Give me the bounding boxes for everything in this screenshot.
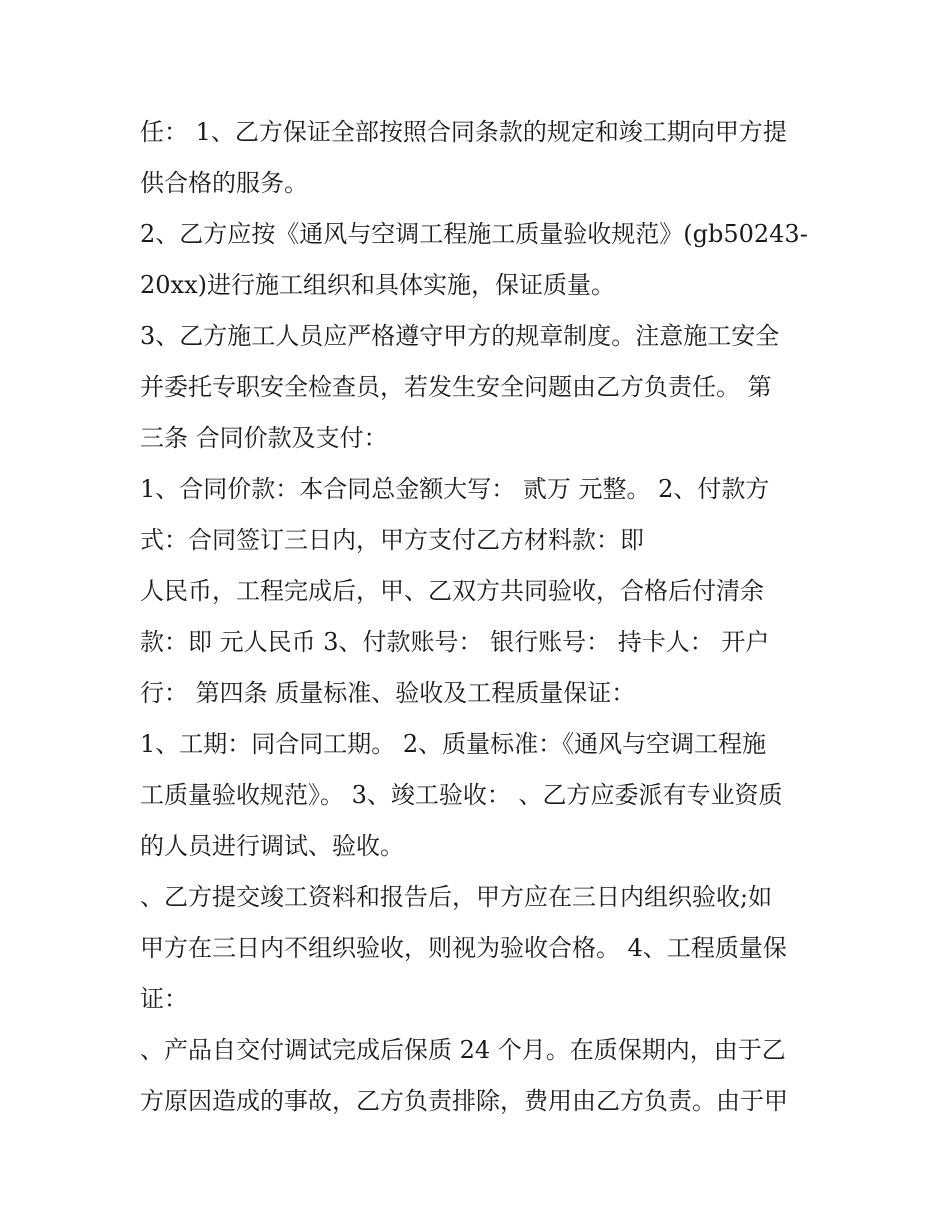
text-line: 工质量验收规范》。 3、竣工验收： 、乙方应委派有专业资质 xyxy=(140,781,783,809)
text-line: 1、工期：同合同工期。 2、质量标准：《通风与空调工程施 xyxy=(140,730,767,758)
text-line: 3、乙方施工人员应严格遵守甲方的规章制度。注意施工安全 xyxy=(140,322,780,350)
text-line: 1、合同价款：本合同总金额大写： 贰万 元整。 2、付款方 xyxy=(140,475,770,503)
text-line: 20xx)进行施工组织和具体实施，保证质量。 xyxy=(140,271,615,299)
text-line: 三条 合同价款及支付： xyxy=(140,424,388,452)
text-line: 并委托专职安全检查员，若发生安全问题由乙方负责任。 第 xyxy=(140,373,772,401)
document-body xyxy=(140,107,820,1127)
text-line: 甲方在三日内不组织验收，则视为验收合格。 4、工程质量保 xyxy=(140,934,787,962)
text-line: 的人员进行调试、验收。 xyxy=(140,832,404,860)
text-line: 人民币，工程完成后，甲、乙双方共同验收，合格后付清余 xyxy=(140,577,764,605)
text-line: 2、乙方应按《通风与空调工程施工质量验收规范》(gb50243- xyxy=(140,220,808,248)
text-line: 款：即 元人民币 3、付款账号： 银行账号： 持卡人： 开户 xyxy=(140,628,770,656)
text-line: 证： xyxy=(140,985,188,1013)
text-line: 式：合同签订三日内，甲方支付乙方材料款：即 xyxy=(140,526,644,554)
text-line: 方原因造成的事故，乙方负责排除，费用由乙方负责。由于甲 xyxy=(140,1087,788,1115)
text-line: 、产品自交付调试完成后保质 24 个月。在质保期内，由于乙 xyxy=(140,1036,786,1064)
text-line: 任： 1、乙方保证全部按照合同条款的规定和竣工期向甲方提 xyxy=(140,118,787,146)
text-line: 供合格的服务。 xyxy=(140,169,308,197)
text-line: 行： 第四条 质量标准、验收及工程质量保证： xyxy=(140,679,636,707)
text-line: 、乙方提交竣工资料和报告后，甲方应在三日内组织验收;如 xyxy=(140,883,773,911)
